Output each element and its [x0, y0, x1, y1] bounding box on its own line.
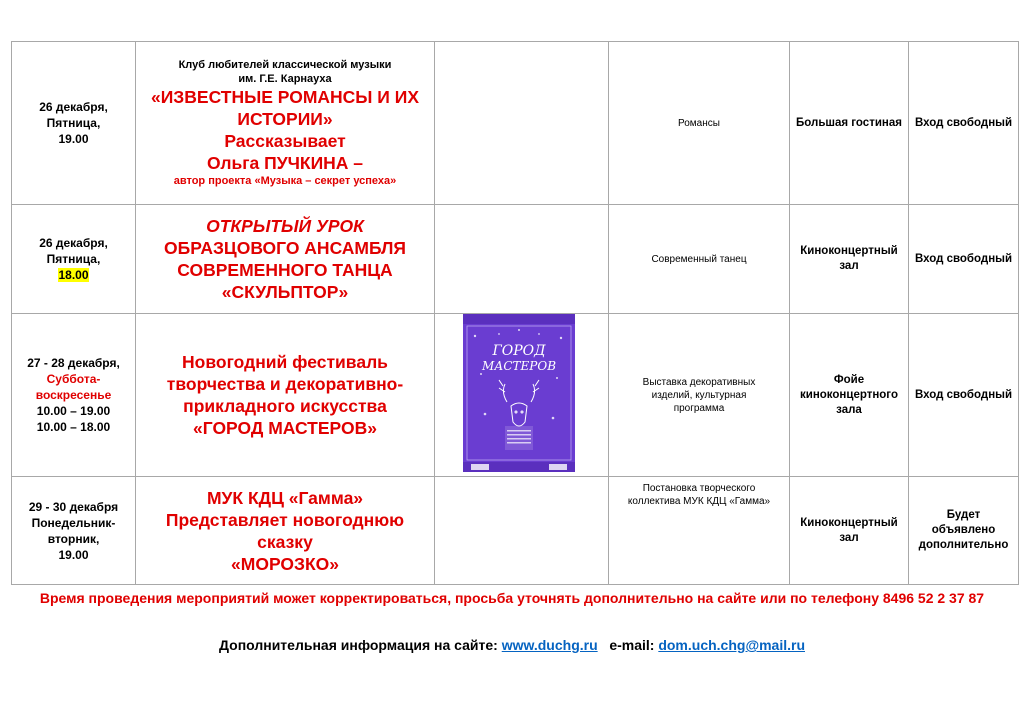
site-link[interactable]: www.duchg.ru	[501, 637, 598, 653]
schedule-notice: Время проведения мероприятий может корректироваться, просьба уточнять дополнительно на сайте или по телефону 8496 52 2 37 87	[39, 590, 985, 606]
event-title: Клуб любителей классической музыки им. Г.Е. Карнауха «ИЗВЕСТНЫЕ РОМАНСЫ И ИХ ИСТОРИИ» Рассказывает Ольга ПУЧКИНА – автор проекта «Музыка – секрет успеха»	[136, 42, 435, 205]
events-table	[11, 41, 1019, 585]
event-date: 27 - 28 декабря, Суббота- воскресенье 10.00 – 19.00 10.00 – 18.00	[12, 314, 136, 477]
event-image-cell	[435, 205, 609, 314]
highlighted-time: 18.00	[58, 268, 89, 282]
event-place: Киноконцертный зал	[790, 477, 909, 585]
event-image-cell	[435, 477, 609, 585]
event-date: 26 декабря, Пятница, 18.00	[12, 205, 136, 314]
event-genre: Выставка декоративных изделий, культурная программа	[609, 314, 790, 477]
event-image-cell	[435, 42, 609, 205]
poster-art	[463, 314, 575, 472]
event-place: Киноконцертный зал	[790, 205, 909, 314]
event-genre: Современный танец	[609, 205, 790, 314]
table-row	[12, 42, 1019, 205]
event-genre: Постановка творческого коллектива МУК КДЦ «Гамма»	[609, 477, 790, 585]
info-label: Дополнительная информация на сайте:	[219, 637, 498, 653]
event-place: Фойе киноконцертного зала	[790, 314, 909, 477]
event-title: ОТКРЫТЫЙ УРОК ОБРАЗЦОВОГО АНСАМБЛЯ СОВРЕМЕННОГО ТАНЦА «СКУЛЬПТОР»	[136, 205, 435, 314]
email-link[interactable]: dom.uch.chg@mail.ru	[658, 637, 805, 653]
event-entry: Вход свободный	[909, 205, 1019, 314]
event-entry: Будет объявлено дополнительно	[909, 477, 1019, 585]
email-label: e-mail:	[609, 637, 655, 653]
festival-poster	[463, 314, 575, 472]
event-date: 29 - 30 декабря Понедельник- вторник, 19.00	[12, 477, 136, 585]
table-row	[12, 477, 1019, 585]
event-title: МУК КДЦ «Гамма» Представляет новогоднюю сказку «МОРОЗКО»	[136, 477, 435, 585]
event-genre: Романсы	[609, 42, 790, 205]
event-place: Большая гостиная	[790, 42, 909, 205]
event-entry: Вход свободный	[909, 42, 1019, 205]
event-title: Новогодний фестиваль творчества и декоративно- прикладного искусства «ГОРОД МАСТЕРОВ»	[136, 314, 435, 477]
poster-title: ГОРОД МАСТЕРОВ	[481, 343, 557, 373]
table-row	[12, 205, 1019, 314]
event-date: 26 декабря, Пятница, 19.00	[12, 42, 136, 205]
event-entry: Вход свободный	[909, 314, 1019, 477]
contact-info	[0, 635, 1024, 655]
